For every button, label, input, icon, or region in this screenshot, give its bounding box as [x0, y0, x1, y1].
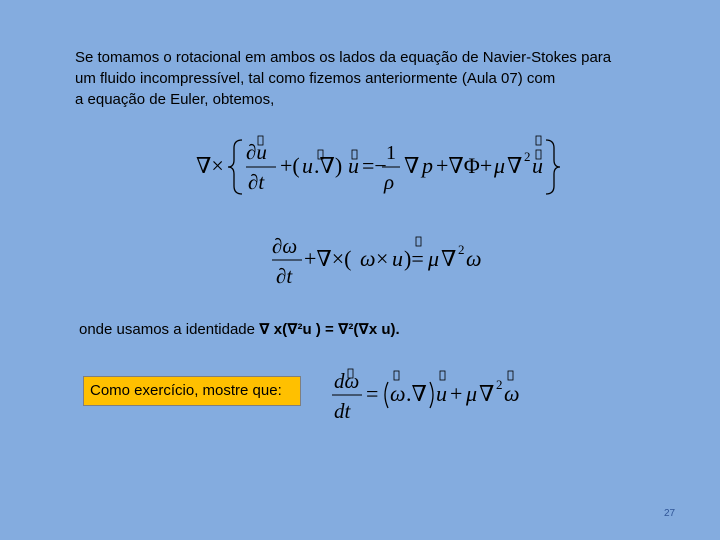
- svg-text:μ: μ: [494, 153, 506, 178]
- equation-exercise: [330, 368, 530, 434]
- intro-paragraph: [75, 47, 675, 110]
- svg-text:ω: ω: [360, 246, 376, 271]
- intro-line-1: Se tomamos o rotacional em ambos os lados da equação de Navier-Stokes para: [75, 49, 612, 66]
- svg-text:ω: ω: [466, 246, 482, 271]
- svg-text:ω: ω: [390, 381, 406, 406]
- svg-text:=−: =−: [362, 153, 387, 178]
- svg-text:dt: dt: [334, 399, 351, 423]
- equation-3-graphic: [330, 368, 530, 428]
- identity-prefix: onde usamos a identidade: [79, 321, 260, 338]
- svg-text:+∇×(: +∇×(: [304, 246, 352, 271]
- svg-text:u: u: [348, 153, 359, 178]
- svg-text:u: u: [436, 381, 447, 406]
- svg-text:2: 2: [458, 242, 465, 257]
- equation-vorticity: [270, 233, 490, 299]
- equation-2-graphic: [270, 233, 490, 293]
- svg-text:∂ω: ∂ω: [272, 234, 298, 258]
- svg-text:∇: ∇: [479, 381, 495, 406]
- svg-text:∇: ∇: [441, 246, 457, 271]
- svg-text:2: 2: [496, 377, 503, 392]
- identity-line: [79, 320, 400, 338]
- svg-text:+: +: [450, 381, 463, 406]
- svg-text:2: 2: [524, 149, 531, 164]
- svg-text:dω: dω: [334, 369, 360, 393]
- svg-text:∇: ∇: [507, 153, 523, 178]
- page-number: 27: [664, 508, 676, 519]
- intro-line-2: um fluido incompressível, tal como fizemos anteriormente (Aula 07) com: [75, 70, 556, 87]
- svg-text:+(: +(: [280, 153, 300, 178]
- exercise-label: Como exercício, mostre que:: [90, 382, 282, 399]
- svg-text:.∇: .∇: [406, 381, 427, 406]
- equation-1-graphic: [194, 132, 564, 202]
- svg-text:u: u: [532, 153, 543, 178]
- intro-line-3: a equação de Euler, obtemos,: [75, 91, 275, 108]
- exercise-highlight-box: [83, 376, 301, 406]
- equation-curl-navier-stokes: [194, 132, 564, 208]
- svg-text:)=: )=: [404, 246, 424, 271]
- svg-text:ω: ω: [504, 381, 520, 406]
- svg-text:∇×: ∇×: [196, 153, 224, 178]
- svg-text:p: p: [422, 153, 433, 178]
- svg-text:ρ: ρ: [384, 170, 395, 194]
- identity-expression: ∇ x(∇²u ) = ∇²(∇x u).: [259, 321, 400, 338]
- svg-text:=: =: [366, 381, 379, 406]
- svg-text:+∇Φ+: +∇Φ+: [436, 153, 493, 178]
- svg-text:∂t: ∂t: [276, 264, 293, 288]
- svg-text:.∇): .∇): [314, 153, 343, 178]
- svg-text:μ: μ: [466, 381, 478, 406]
- svg-text:∂t: ∂t: [248, 170, 265, 194]
- svg-text:μ: μ: [428, 246, 440, 271]
- svg-text:∂u: ∂u: [246, 140, 267, 164]
- svg-text:u: u: [302, 153, 313, 178]
- svg-text:×: ×: [376, 246, 389, 271]
- svg-text:u: u: [392, 246, 403, 271]
- svg-text:∇: ∇: [404, 153, 420, 178]
- svg-text:1: 1: [386, 142, 396, 164]
